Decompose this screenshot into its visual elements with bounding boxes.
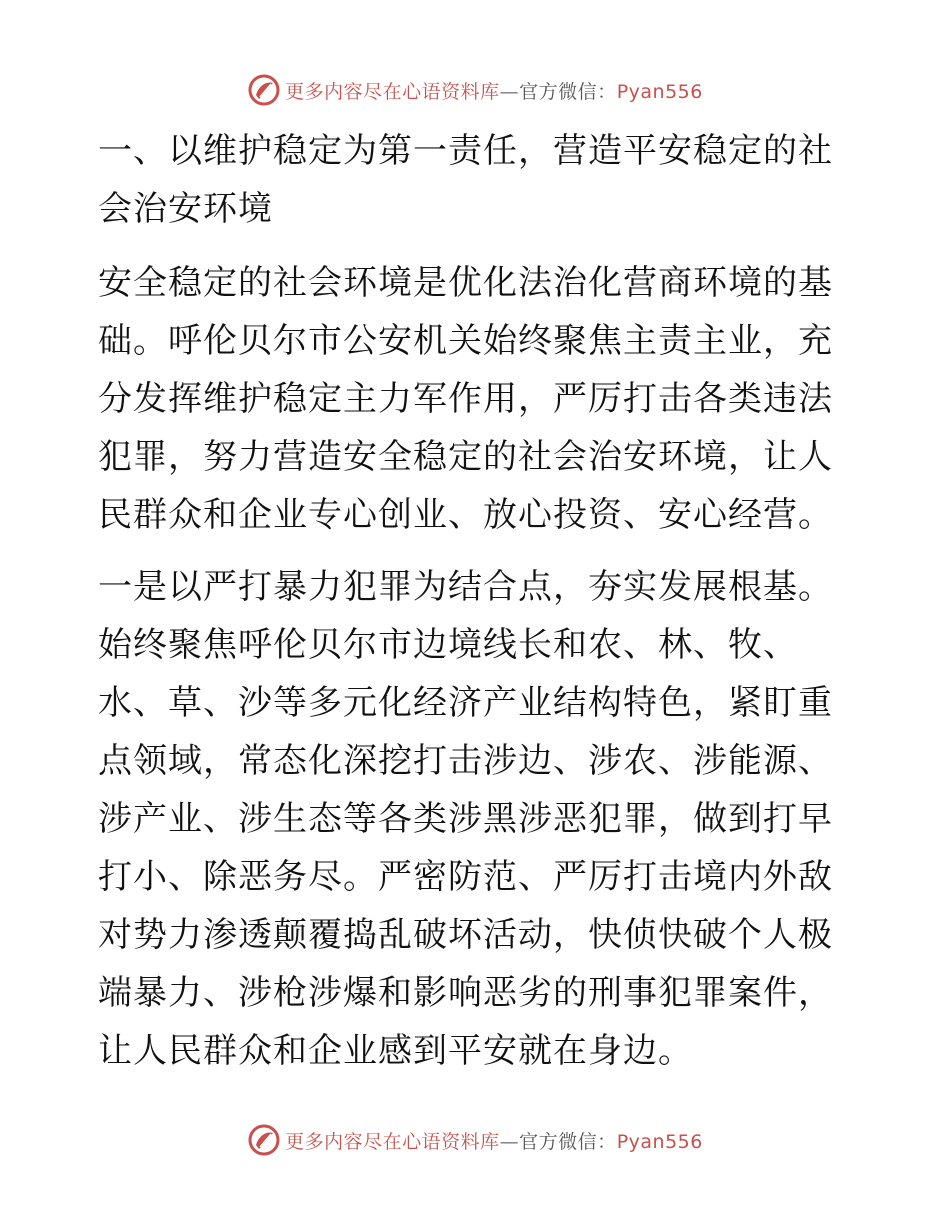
section-heading: 一、以维护稳定为第一责任，营造平安稳定的社会治安环境 bbox=[98, 131, 833, 229]
header-watermark-banner bbox=[0, 70, 950, 110]
watermark-text: 更多内容尽在心语资料库—官方微信：Pyan556 bbox=[285, 1130, 703, 1153]
paragraph: 一是以严打暴力犯罪为结合点，夯实发展根基。始终聚焦呼伦贝尔市边境线长和农、林、牧、水、草、沙等多元化经济产业结构特色，紧盯重点领域，常态化深挖打击涉边、涉农、涉能源、涉产业、涉生态等各类涉黑涉恶犯罪，做到打早打小、除恶务尽。严密防范、严厉打击境内外敌对势力渗透颠覆捣乱破坏活动，快侦快破个人极端暴力、涉枪涉爆和影响恶劣的刑事犯罪案件，让人民群众和企业感到平安就在身边。 bbox=[98, 567, 833, 1071]
watermark-text: 更多内容尽在心语资料库—官方微信：Pyan556 bbox=[285, 80, 703, 103]
document-body bbox=[98, 122, 858, 1094]
brand-logo-icon bbox=[247, 1123, 281, 1157]
footer-watermark-banner bbox=[0, 1120, 950, 1160]
paragraph: 安全稳定的社会环境是优化法治化营商环境的基础。呼伦贝尔市公安机关始终聚焦主责主业，充分发挥维护稳定主力军作用，严厉打击各类违法犯罪，努力营造安全稳定的社会治安环境，让人民群众和企业专心创业、放心投资、安心经营。 bbox=[98, 263, 833, 535]
brand-logo-icon bbox=[247, 73, 281, 107]
